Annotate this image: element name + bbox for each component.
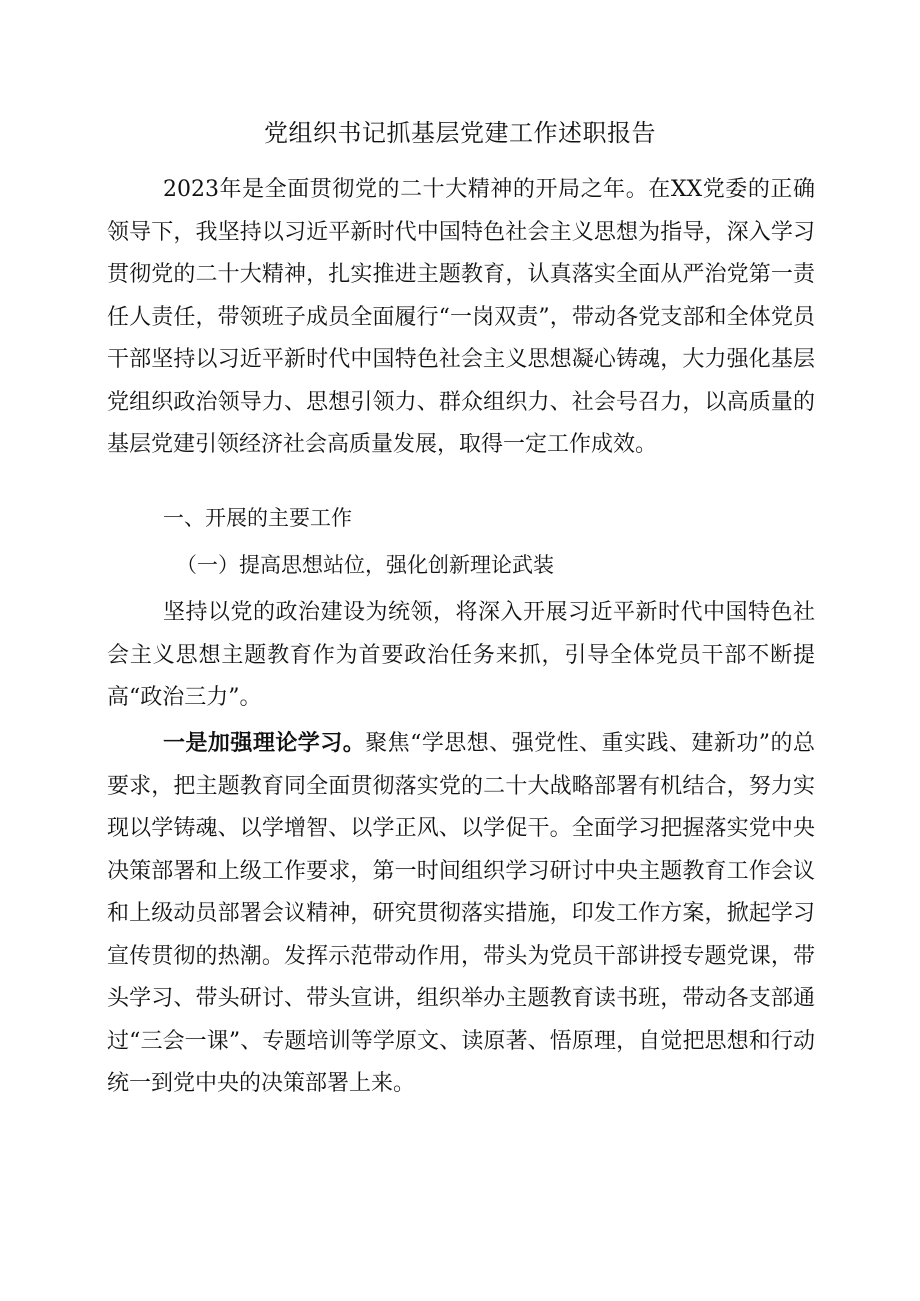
paragraph-lead-bold: 一是加强理论学习。	[163, 730, 366, 756]
subsection-heading: （一）提高思想站位，强化创新理论武装	[176, 553, 554, 577]
intro-paragraph: 2023年是全面贯彻党的二十大精神的开局之年。在XX党委的正确领导下，我坚持以习近平新时代中国特色社会主义思想为指导，深入学习贯彻党的二十大精神，扎实推进主题教育，认真落实全面从严治党第一责任人责任，带领班子成员全面履行“一岗双责”，带动各党支部和全体党员干部坚持以习近平新时代中国特色社会主义思想凝心铸魂，大力强化基层党组织政治领导力、思想引领力、群众组织力、社会号召力，以高质量的基层党建引领经济社会高质量发展，取得一定工作成效。	[107, 177, 815, 457]
paragraph-body-text: 聚焦“学思想、强党性、重实践、建新功”的总要求，把主题教育同全面贯彻落实党的二十大战略部署有机结合，努力实现以学铸魂、以学增智、以学正风、以学促干。全面学习把握落实党中央决策部署和上级工作要求，第一时间组织学习研讨中央主题教育工作会议和上级动员部署会议精神，研究贯彻落实措施，印发工作方案，掀起学习宣传贯彻的热潮。发挥示范带动作用，带头为党员干部讲授专题党课，带头学习、带头研讨、带头宣讲，组织举办主题教育读书班，带动各支部通过“三会一课”、专题培训等学原文、读原著、悟原理，自觉把思想和行动统一到党中央的决策部署上来。	[107, 731, 815, 1096]
body-paragraph-2	[107, 722, 815, 1106]
section-heading: 一、开展的主要工作	[163, 506, 352, 530]
document-title: 党组织书记抓基层党建工作述职报告	[264, 119, 656, 147]
body-paragraph-1: 坚持以党的政治建设为统领，将深入开展习近平新时代中国特色社会主义思想主题教育作为首要政治任务来抓，引导全体党员干部不断提高“政治三力”。	[107, 600, 815, 710]
